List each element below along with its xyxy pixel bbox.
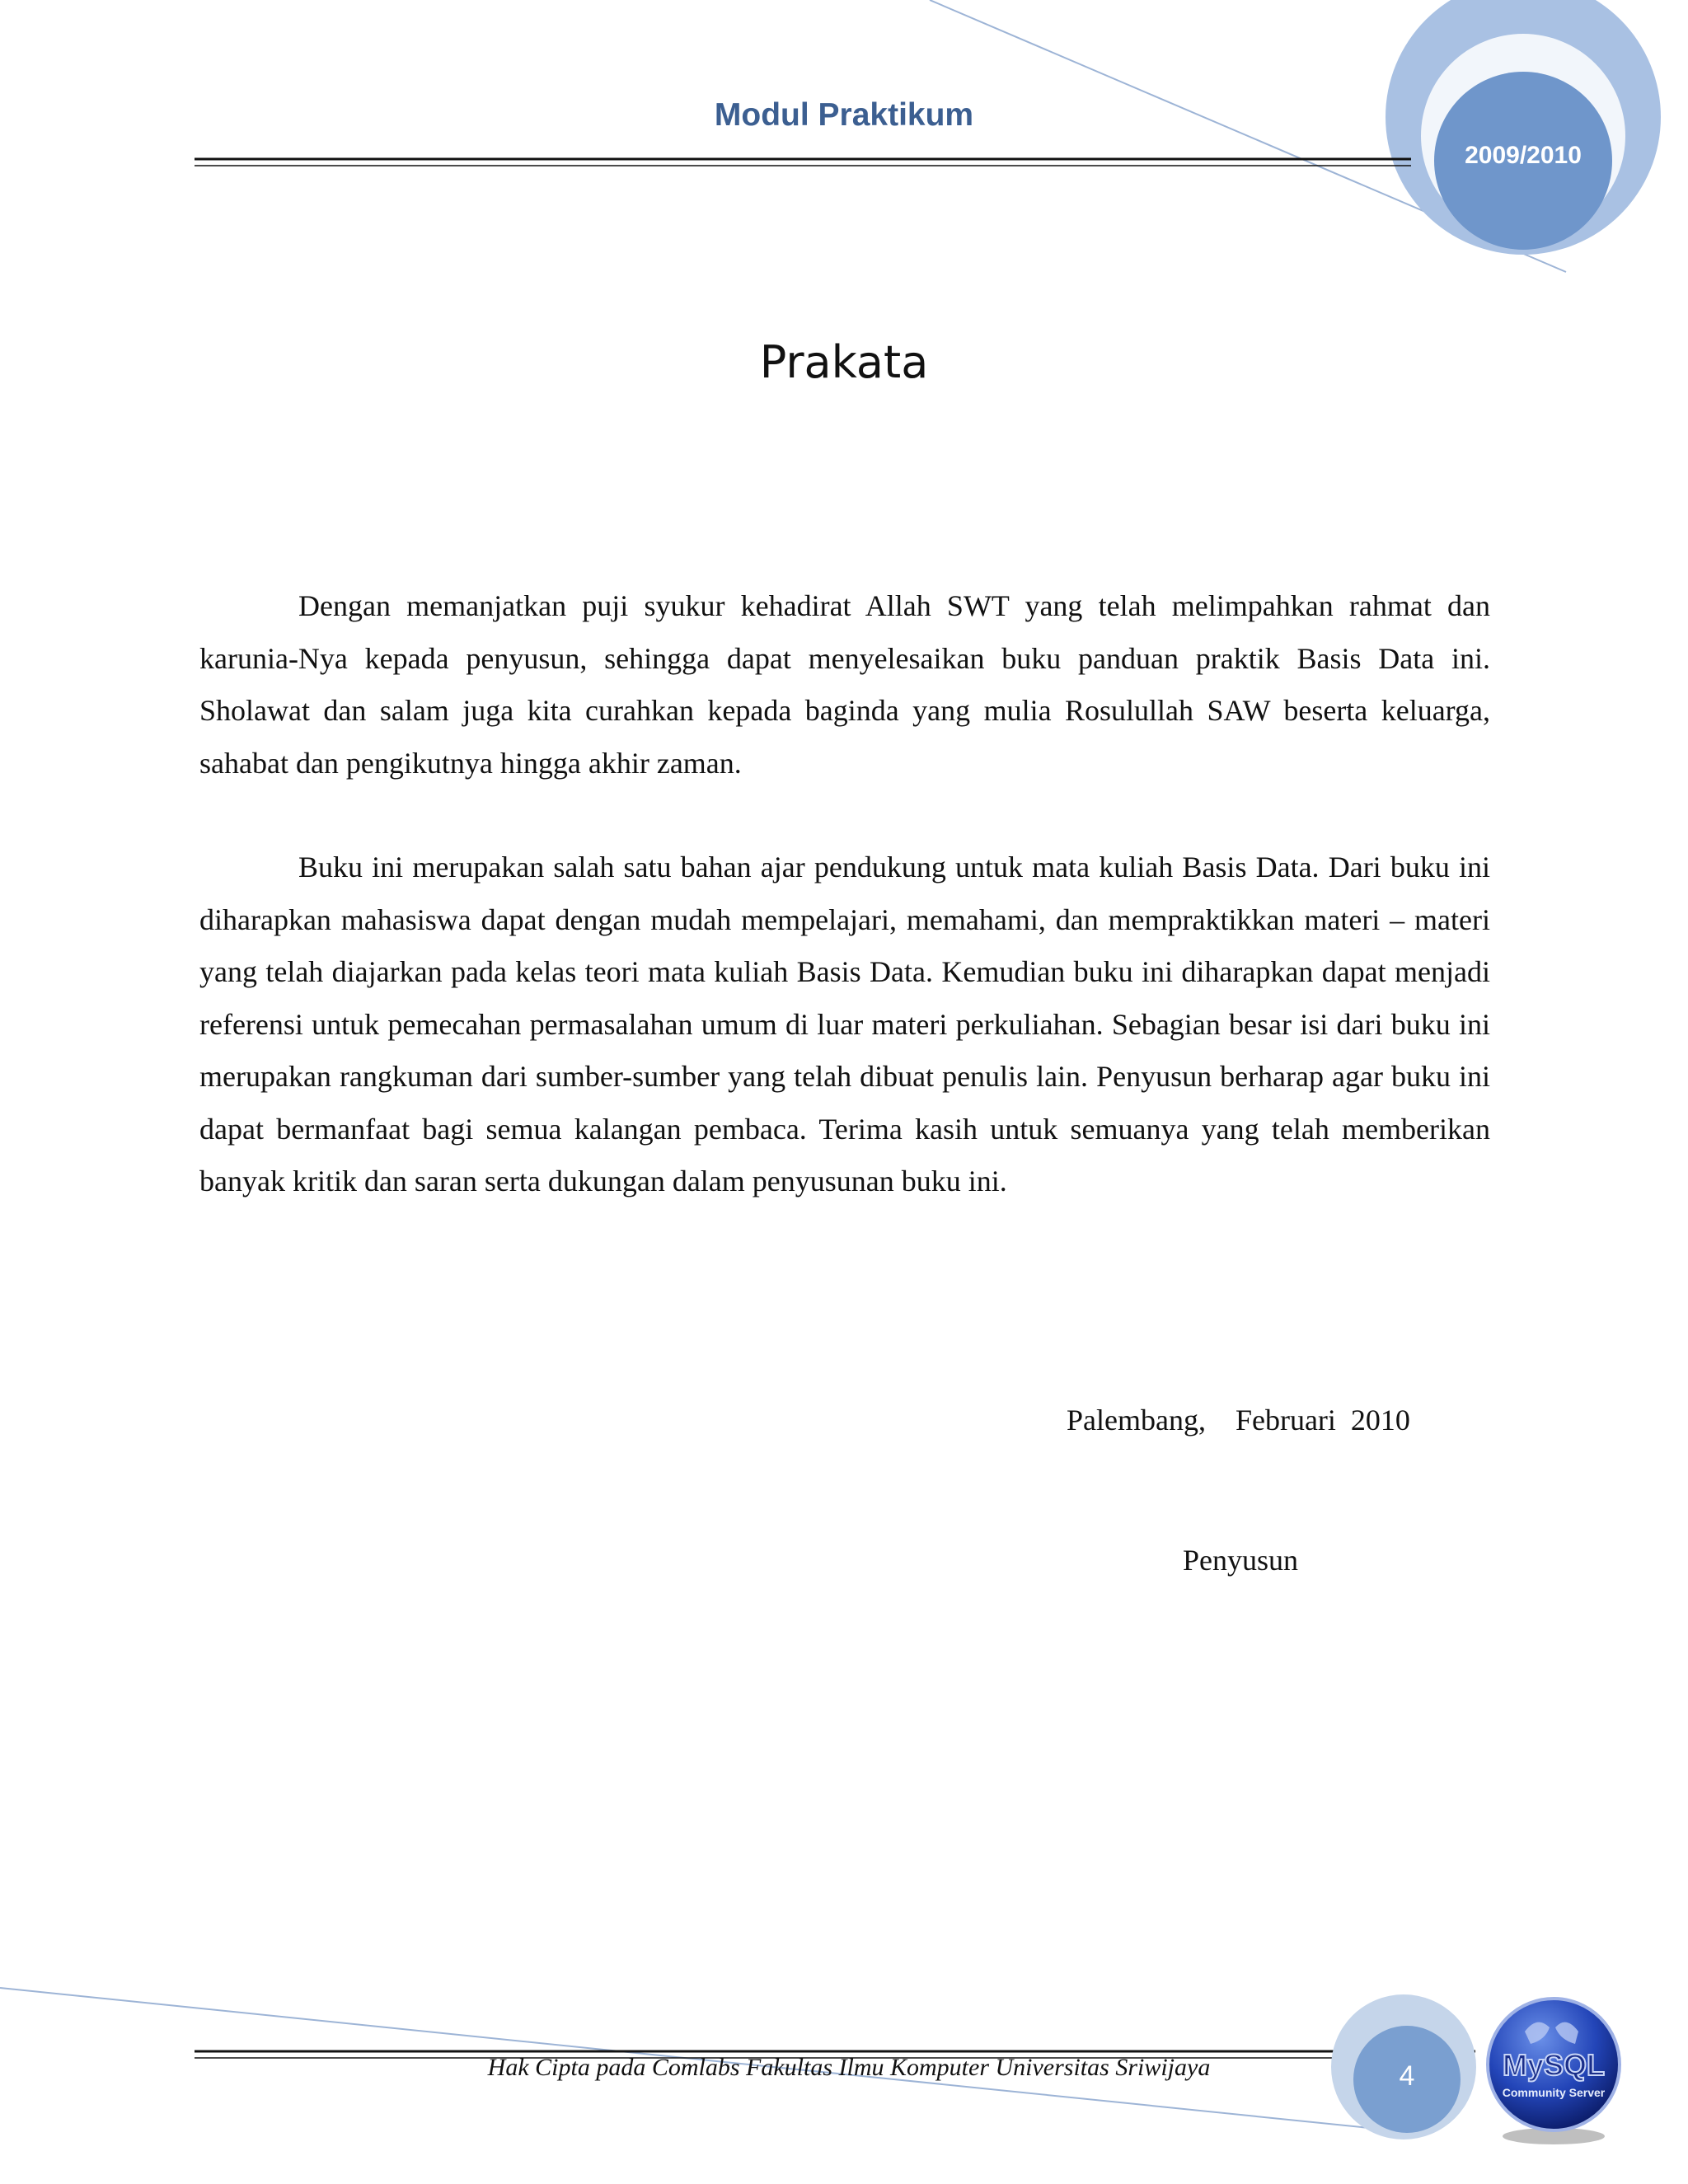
page-number: 4 [1399, 2060, 1415, 2092]
mysql-logo-text: MySQL [1502, 2048, 1606, 2082]
header-year: 2009/2010 [1465, 142, 1582, 169]
footer-copyright: Hak Cipta pada Comlabs Fakultas Ilmu Komputer Universitas Sriwijaya [487, 2054, 1211, 2081]
paragraph-1: Dengan memanjatkan puji syukur kehadirat Allah SWT yang telah melimpahkan rahmat dan karunia-Nya kepada penyusun, sehingga dapat menyelesaikan buku panduan praktik Basis Data ini. Sholawat dan salam juga kita curahkan kepada baginda yang mulia Rosulullah SAW beserta keluarga, sahabat dan pengikutnya hingga akhir zaman. [199, 589, 1490, 780]
place-date: Palembang, Februari 2010 [1067, 1404, 1410, 1436]
mysql-logo-subtext: Community Server [1502, 2086, 1606, 2099]
header-title: Modul Praktikum [714, 97, 974, 133]
page-title: Prakata [759, 336, 929, 388]
mysql-logo [1479, 1994, 1628, 2151]
signer: Penyusun [1183, 1544, 1299, 1577]
paragraph-2: Buku ini merupakan salah satu bahan ajar pendukung untuk mata kuliah Basis Data. Dari buku ini diharapkan mahasiswa dapat dengan mudah mempelajari, memahami, dan mempraktikkan materi – materi yang telah diajarkan pada kelas teori mata kuliah Basis Data. Kemudian buku ini diharapkan dapat menjadi referensi untuk pemecahan permasalahan umum di luar materi perkuliahan. Sebagian besar isi dari buku ini merupakan rangkuman dari sumber-sumber yang telah dibuat penulis lain. Penyusun berharap agar buku ini dapat bermanfaat bagi semua kalangan pembaca. Terima kasih untuk semuanya yang telah memberikan banyak kritik dan saran serta dukungan dalam penyusunan buku ini. [199, 851, 1490, 1197]
